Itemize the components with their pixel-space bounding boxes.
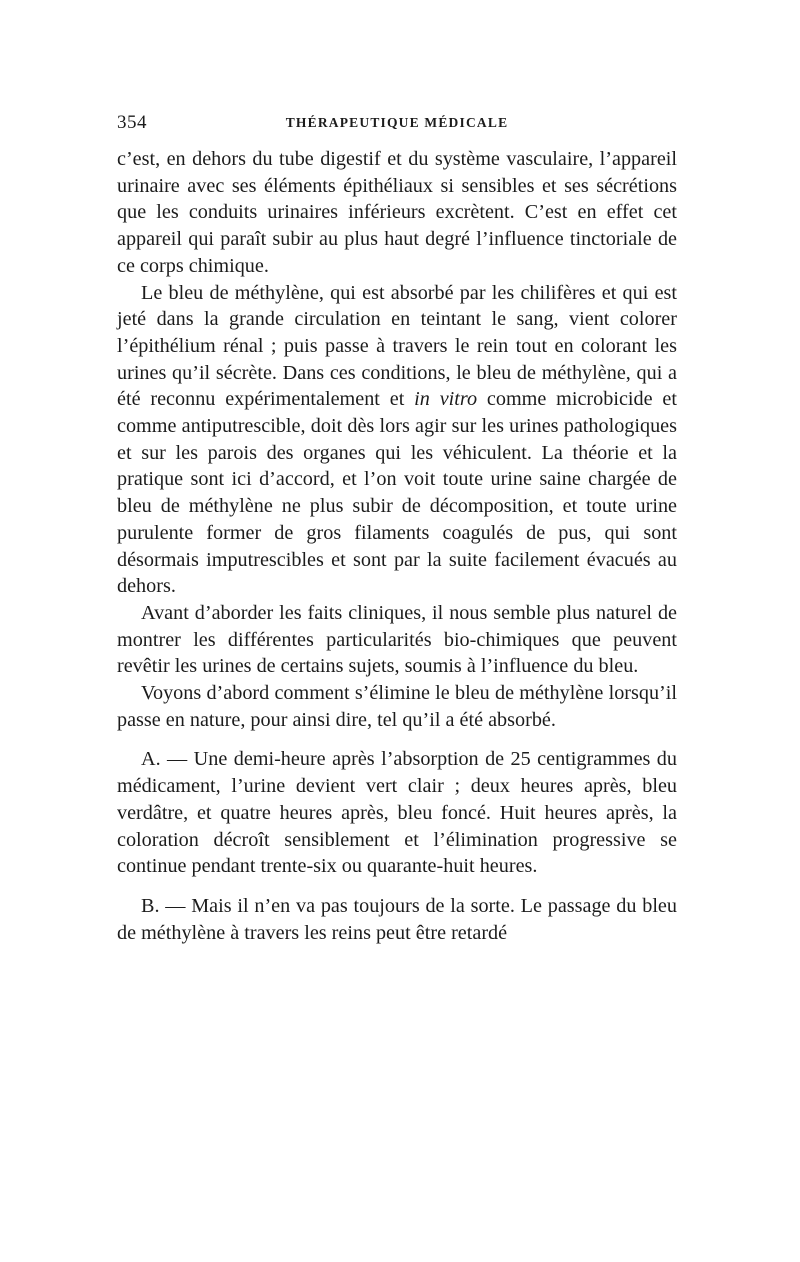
paragraph-case-a: A. — Une demi-heure après l’absorption de 25 centigrammes du médicament, l’urine devient vert clair ; deux heures après, bleu verdâtre, et quatre heures après, bleu foncé. Huit heures après, la coloration décroît sensiblement et l’élimination progressive se continue pendant trente-six ou quarante-huit heures. [117,748,677,878]
paragraph-3: Avant d’aborder les faits cliniques, il nous semble plus naturel de montrer les différentes particularités bio-chimiques que peuvent revêtir les urines de certains sujets, soumis à l’influence du bleu. [117,601,677,678]
paragraph-1: c’est, en dehors du tube digestif et du système vasculaire, l’appareil urinaire avec ses éléments épithéliaux si sensibles et ses sécrétions que les conduits urinaires inférieurs excrètent. C’est en effet cet appareil qui paraît subir au plus haut degré l’influence tinctoriale de ce corps chimique. [117,148,677,277]
paragraph-4: Voyons d’abord comment s’élimine le bleu de méthylène lorsqu’il passe en nature, pour ainsi dire, tel qu’il a été absorbé. [117,682,677,731]
body-text [117,146,677,946]
paragraph-2 [117,280,677,600]
book-page [117,112,677,946]
page-number: 354 [117,112,147,133]
paragraph-case-b: B. — Mais il n’en va pas toujours de la sorte. Le passage du bleu de méthylène à travers les reins peut être retardé [117,894,677,944]
running-head: THÉRAPEUTIQUE MÉDICALE [285,115,509,130]
italic-phrase: in vitro [414,388,478,411]
paragraph-2-part-1: Le bleu de méthylène, qui est absorbé par les chilifères et qui est jeté dans la grande circulation en teintant le sang, vient colorer l’épithélium rénal ; puis passe à travers le rein tout en colorant les urines qu’il sécrète. Dans ces conditions, le bleu de méthylène, qui a été reconnu expérimentalement et [117,281,677,411]
paragraph-2-part-2: comme microbicide et comme antiputrescible, doit dès lors agir sur les urines pathologiques et sur les parois des organes qui les véhiculent. La théorie et la pratique sont ici d’accord, et l’on voit toute urine saine chargée de bleu de méthylène ne plus subir de décomposition, et toute urine purulente former de gros filaments coagulés de pus, qui sont désormais imputrescibles et sont par la suite facilement évacués au dehors. [117,388,677,598]
page-header [117,112,677,140]
